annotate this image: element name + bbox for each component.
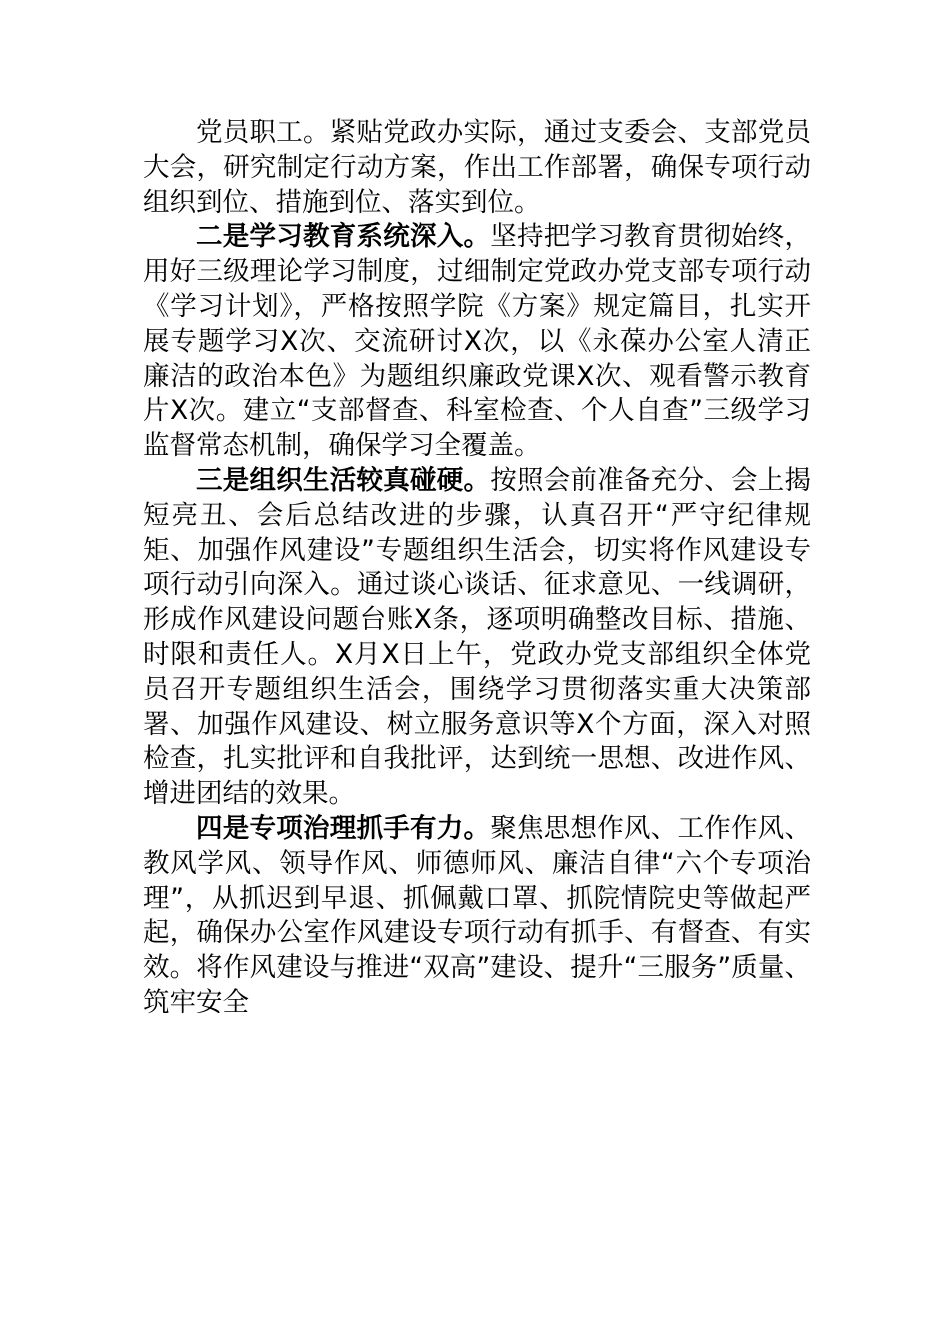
paragraph-3-text: 按照会前准备充分、会上揭短亮丑、会后总结改进的步骤，认真召开“严守纪律规矩、加强作风建设”专题组织生活会，切实将作风建设专项行动引向深入。通过谈心谈话、征求意见、一线调研，形成作风建设问题台账X条，逐项明确整改目标、措施、时限和责任人。X月X日上午，党政办党支部组织全体党员召开专题组织生活会，围绕学习贯彻落实重大决策部署、加强作风建设、树立服务意识等X个方面，深入对照检查，扎实批评和自我批评，达到统一思想、改进作风、增进团结的效果。 bbox=[143, 464, 811, 810]
paragraph-2-lead: 二是学习教育系统深入。 bbox=[196, 221, 491, 253]
paragraph-2-text: 坚持把学习教育贯彻始终，用好三级理论学习制度，过细制定党政办党支部专项行动《学习计划》，严格按照学院《方案》规定篇目，扎实开展专题学习X次、交流研讨X次，以《永葆办公室人清正廉洁的政治本色》为题组织廉政党课X次、观看警示教育片X次。建立“支部督查、科室检查、个人自查”三级学习监督常态机制，确保学习全覆盖。 bbox=[143, 221, 811, 462]
paragraph-4-text: 聚焦思想作风、工作作风、教风学风、领导作风、师德师风、廉洁自律“六个专项治理”，从抓迟到早退、抓佩戴口罩、抓院情院史等做起严起，确保办公室作风建设专项行动有抓手、有督查、有实效。将作风建设与推进“双高”建设、提升“三服务”质量、筑牢安全 bbox=[143, 812, 811, 1018]
paragraph-1 bbox=[143, 116, 811, 220]
paragraph-4-lead: 四是专项治理抓手有力。 bbox=[196, 812, 491, 844]
paragraph-4 bbox=[143, 812, 811, 1021]
paragraph-3 bbox=[143, 464, 811, 812]
paragraph-3-lead: 三是组织生活较真碰硬。 bbox=[196, 464, 491, 496]
paragraph-1-text: 党员职工。紧贴党政办实际，通过支委会、支部党员大会，研究制定行动方案，作出工作部署，确保专项行动组织到位、措施到位、落实到位。 bbox=[143, 117, 811, 218]
paragraph-2 bbox=[143, 220, 811, 464]
document-body bbox=[143, 116, 811, 1021]
